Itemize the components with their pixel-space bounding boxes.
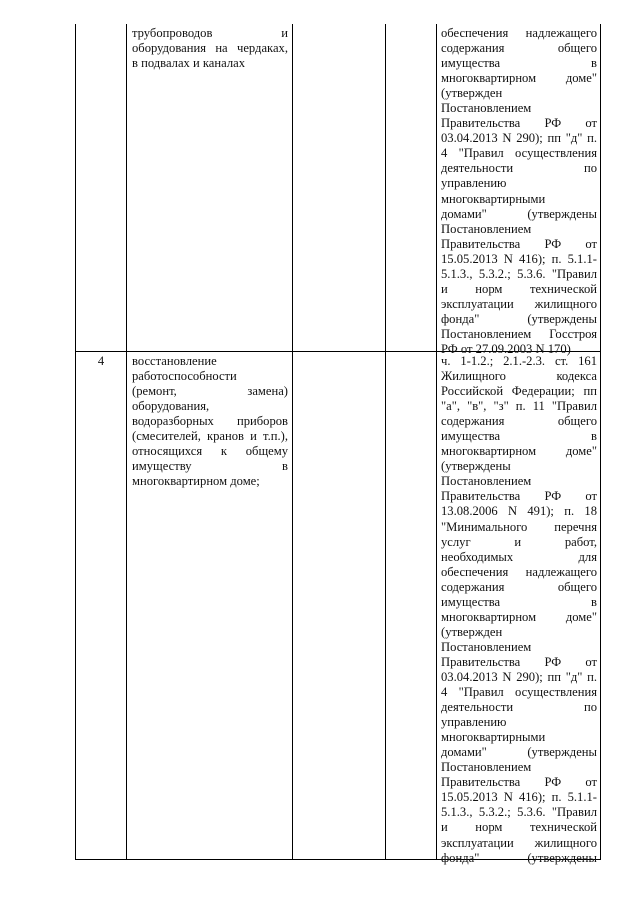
- text-line: Российской Федерации; пп: [441, 384, 597, 399]
- text-line: имущества в: [441, 429, 597, 444]
- text-line: Постановлением: [441, 474, 532, 489]
- text-line: фонда" (утверждены: [441, 850, 597, 865]
- text-line: 15.05.2013 N 416); п. 5.1.1-: [441, 790, 597, 805]
- text-line: Постановлением: [441, 760, 532, 775]
- column-divider: [292, 24, 293, 859]
- text-line: Постановлением: [441, 221, 532, 236]
- text-line: "Минимального перечня: [441, 519, 597, 534]
- text-line: содержания общего: [441, 41, 597, 56]
- text-line: фонда" (утверждены: [441, 311, 597, 326]
- text-line: (смесителей, кранов и т.п.),: [132, 429, 288, 444]
- text-line: 03.04.2013 N 290); пп "д" п.: [441, 669, 597, 684]
- text-line: многоквартирном доме": [441, 444, 597, 459]
- text-line: (ремонт, замена): [132, 384, 288, 399]
- row-number: 4: [97, 354, 105, 368]
- text-line: необходимых для: [441, 549, 597, 564]
- text-line: управлению: [441, 715, 507, 730]
- text-line: 5.1.3., 5.3.2.; 5.3.6. "Правил: [441, 805, 597, 820]
- text-line: Постановлением: [441, 101, 532, 116]
- text-line: и норм технической: [441, 820, 597, 835]
- text-line: имуществу в: [132, 459, 288, 474]
- text-line: многоквартирном доме": [441, 71, 597, 86]
- text-line: работоспособности: [132, 369, 237, 384]
- text-line: в подвалах и каналах: [132, 56, 245, 71]
- legal-basis-cell: [441, 354, 597, 866]
- text-line: 4 "Правил осуществления: [441, 146, 597, 161]
- text-line: оборудования,: [132, 399, 210, 414]
- text-line: 5.1.3., 5.3.2.; 5.3.6. "Правил: [441, 266, 597, 281]
- text-line: (утвержден: [441, 624, 503, 639]
- column-divider: [436, 24, 437, 859]
- text-line: эксплуатации жилищного: [441, 835, 597, 850]
- text-line: содержания общего: [441, 414, 597, 429]
- text-line: обеспечения надлежащего: [441, 26, 597, 40]
- text-line: многоквартирном доме": [441, 609, 597, 624]
- text-line: Правительства РФ от: [441, 775, 597, 790]
- text-line: трубопроводов и: [132, 26, 288, 40]
- text-line: (утвержден: [441, 86, 503, 101]
- text-line: деятельности по: [441, 161, 597, 176]
- text-line: эксплуатации жилищного: [441, 296, 597, 311]
- text-line: имущества в: [441, 594, 597, 609]
- text-line: Постановлением: [441, 639, 532, 654]
- text-line: содержания общего: [441, 579, 597, 594]
- text-line: многоквартирными: [441, 730, 546, 745]
- text-line: домами" (утверждены: [441, 206, 597, 221]
- text-line: деятельности по: [441, 700, 597, 715]
- work-description-cell: [132, 26, 288, 71]
- text-line: 4 "Правил осуществления: [441, 685, 597, 700]
- text-line: Правительства РФ от: [441, 116, 597, 131]
- text-line: 03.04.2013 N 290); пп "д" п.: [441, 131, 597, 146]
- text-line: многоквартирными: [441, 191, 546, 206]
- text-line: Правительства РФ от: [441, 236, 597, 251]
- text-line: Постановлением Госстроя: [441, 326, 597, 341]
- text-line: многоквартирном доме;: [132, 474, 260, 489]
- text-line: водоразборных приборов: [132, 414, 288, 429]
- text-line: восстановление: [132, 354, 217, 368]
- text-line: оборудования на чердаках,: [132, 41, 288, 56]
- text-line: управлению: [441, 176, 507, 191]
- text-line: и норм технической: [441, 281, 597, 296]
- text-line: ч. 1-1.2.; 2.1.-2.3. ст. 161: [441, 354, 597, 368]
- text-line: имущества в: [441, 56, 597, 71]
- regulation-table: [75, 24, 601, 865]
- text-line: "а", "в", "з" п. 11 "Правил: [441, 399, 597, 414]
- text-line: услуг и работ,: [441, 534, 597, 549]
- column-divider: [126, 24, 127, 859]
- text-line: Правительства РФ от: [441, 489, 597, 504]
- text-line: Правительства РФ от: [441, 654, 597, 669]
- text-line: относящихся к общему: [132, 444, 288, 459]
- text-line: 13.08.2006 N 491); п. 18: [441, 504, 597, 519]
- text-line: (утверждены: [441, 459, 511, 474]
- text-line: обеспечения надлежащего: [441, 564, 597, 579]
- text-line: домами" (утверждены: [441, 745, 597, 760]
- text-line: РФ от 27.09.2003 N 170): [441, 341, 571, 356]
- text-line: 15.05.2013 N 416); п. 5.1.1-: [441, 251, 597, 266]
- column-divider: [385, 24, 386, 859]
- legal-basis-cell: [441, 26, 597, 357]
- work-description-cell: [132, 354, 288, 489]
- text-line: Жилищного кодекса: [441, 369, 597, 384]
